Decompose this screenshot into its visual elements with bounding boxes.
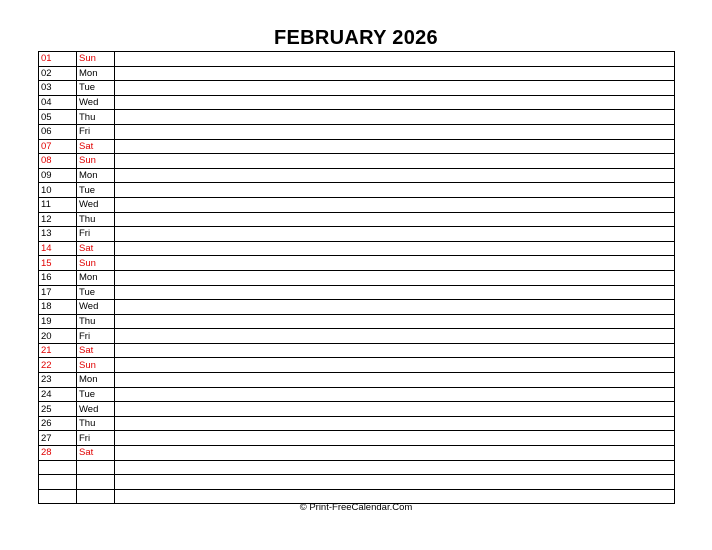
table-row	[39, 197, 675, 212]
notes-cell[interactable]	[115, 446, 675, 461]
weekday-cell: Sat	[77, 446, 115, 461]
notes-cell[interactable]	[115, 270, 675, 285]
date-cell: 06	[39, 124, 77, 139]
table-row	[39, 300, 675, 315]
date-cell: 16	[39, 270, 77, 285]
table-row	[39, 373, 675, 388]
notes-cell[interactable]	[115, 227, 675, 242]
date-cell: 10	[39, 183, 77, 198]
notes-cell[interactable]	[115, 358, 675, 373]
notes-cell[interactable]	[115, 124, 675, 139]
notes-cell[interactable]	[115, 241, 675, 256]
notes-cell[interactable]	[115, 168, 675, 183]
date-cell: 24	[39, 387, 77, 402]
date-cell: 27	[39, 431, 77, 446]
weekday-cell: Wed	[77, 402, 115, 417]
table-row	[39, 460, 675, 475]
notes-cell[interactable]	[115, 110, 675, 125]
table-row	[39, 66, 675, 81]
date-cell: 17	[39, 285, 77, 300]
table-row	[39, 124, 675, 139]
weekday-cell: Sat	[77, 139, 115, 154]
notes-cell[interactable]	[115, 373, 675, 388]
weekday-cell: Mon	[77, 373, 115, 388]
notes-cell[interactable]	[115, 256, 675, 271]
notes-cell[interactable]	[115, 197, 675, 212]
table-row	[39, 241, 675, 256]
date-cell: 23	[39, 373, 77, 388]
weekday-cell: Tue	[77, 81, 115, 96]
notes-cell[interactable]	[115, 416, 675, 431]
weekday-cell: Mon	[77, 168, 115, 183]
date-cell: 03	[39, 81, 77, 96]
notes-cell[interactable]	[115, 460, 675, 475]
table-row	[39, 81, 675, 96]
weekday-cell: Fri	[77, 431, 115, 446]
notes-cell[interactable]	[115, 95, 675, 110]
weekday-cell: Tue	[77, 285, 115, 300]
table-row	[39, 475, 675, 490]
footer-credit: © Print-FreeCalendar.Com	[299, 502, 413, 513]
weekday-cell	[77, 460, 115, 475]
date-cell: 12	[39, 212, 77, 227]
weekday-cell: Thu	[77, 416, 115, 431]
weekday-cell: Sun	[77, 358, 115, 373]
table-row	[39, 314, 675, 329]
weekday-cell: Sat	[77, 343, 115, 358]
notes-cell[interactable]	[115, 285, 675, 300]
table-row	[39, 343, 675, 358]
table-row	[39, 139, 675, 154]
notes-cell[interactable]	[115, 343, 675, 358]
weekday-cell: Wed	[77, 197, 115, 212]
table-row	[39, 387, 675, 402]
weekday-cell: Tue	[77, 183, 115, 198]
date-cell: 25	[39, 402, 77, 417]
notes-cell[interactable]	[115, 300, 675, 315]
notes-cell[interactable]	[115, 139, 675, 154]
weekday-cell: Fri	[77, 227, 115, 242]
table-row	[39, 358, 675, 373]
weekday-cell: Tue	[77, 387, 115, 402]
weekday-cell: Mon	[77, 66, 115, 81]
table-row	[39, 52, 675, 67]
date-cell: 19	[39, 314, 77, 329]
table-row	[39, 285, 675, 300]
date-cell: 26	[39, 416, 77, 431]
date-cell: 14	[39, 241, 77, 256]
table-row	[39, 212, 675, 227]
table-row	[39, 416, 675, 431]
page-title: FEBRUARY 2026	[274, 27, 438, 49]
notes-cell[interactable]	[115, 66, 675, 81]
date-cell: 07	[39, 139, 77, 154]
date-cell: 05	[39, 110, 77, 125]
date-cell: 13	[39, 227, 77, 242]
date-cell: 02	[39, 66, 77, 81]
notes-cell[interactable]	[115, 387, 675, 402]
notes-cell[interactable]	[115, 183, 675, 198]
weekday-cell: Sun	[77, 256, 115, 271]
weekday-cell	[77, 475, 115, 490]
weekday-cell: Sun	[77, 154, 115, 169]
notes-cell[interactable]	[115, 329, 675, 344]
notes-cell[interactable]	[115, 431, 675, 446]
date-cell: 09	[39, 168, 77, 183]
weekday-cell: Thu	[77, 110, 115, 125]
table-row	[39, 446, 675, 461]
weekday-cell: Thu	[77, 212, 115, 227]
date-cell	[39, 475, 77, 490]
calendar-table	[38, 51, 675, 504]
table-row	[39, 270, 675, 285]
notes-cell[interactable]	[115, 212, 675, 227]
date-cell: 15	[39, 256, 77, 271]
table-row	[39, 183, 675, 198]
table-row	[39, 431, 675, 446]
table-row	[39, 110, 675, 125]
notes-cell[interactable]	[115, 314, 675, 329]
notes-cell[interactable]	[115, 154, 675, 169]
weekday-cell: Wed	[77, 300, 115, 315]
table-row	[39, 95, 675, 110]
weekday-cell: Fri	[77, 124, 115, 139]
weekday-cell: Thu	[77, 314, 115, 329]
table-row	[39, 329, 675, 344]
date-cell: 22	[39, 358, 77, 373]
weekday-cell: Mon	[77, 270, 115, 285]
date-cell: 18	[39, 300, 77, 315]
weekday-cell: Wed	[77, 95, 115, 110]
date-cell: 11	[39, 197, 77, 212]
date-cell: 04	[39, 95, 77, 110]
date-cell	[39, 460, 77, 475]
date-cell: 01	[39, 52, 77, 67]
weekday-cell: Sat	[77, 241, 115, 256]
date-cell: 20	[39, 329, 77, 344]
weekday-cell: Sun	[77, 52, 115, 67]
weekday-cell: Fri	[77, 329, 115, 344]
date-cell: 28	[39, 446, 77, 461]
calendar-body	[39, 52, 675, 504]
table-row	[39, 227, 675, 242]
table-row	[39, 402, 675, 417]
date-cell: 08	[39, 154, 77, 169]
notes-cell[interactable]	[115, 475, 675, 490]
notes-cell[interactable]	[115, 81, 675, 96]
date-cell: 21	[39, 343, 77, 358]
notes-cell[interactable]	[115, 52, 675, 67]
table-row	[39, 168, 675, 183]
notes-cell[interactable]	[115, 402, 675, 417]
table-row	[39, 154, 675, 169]
table-row	[39, 256, 675, 271]
